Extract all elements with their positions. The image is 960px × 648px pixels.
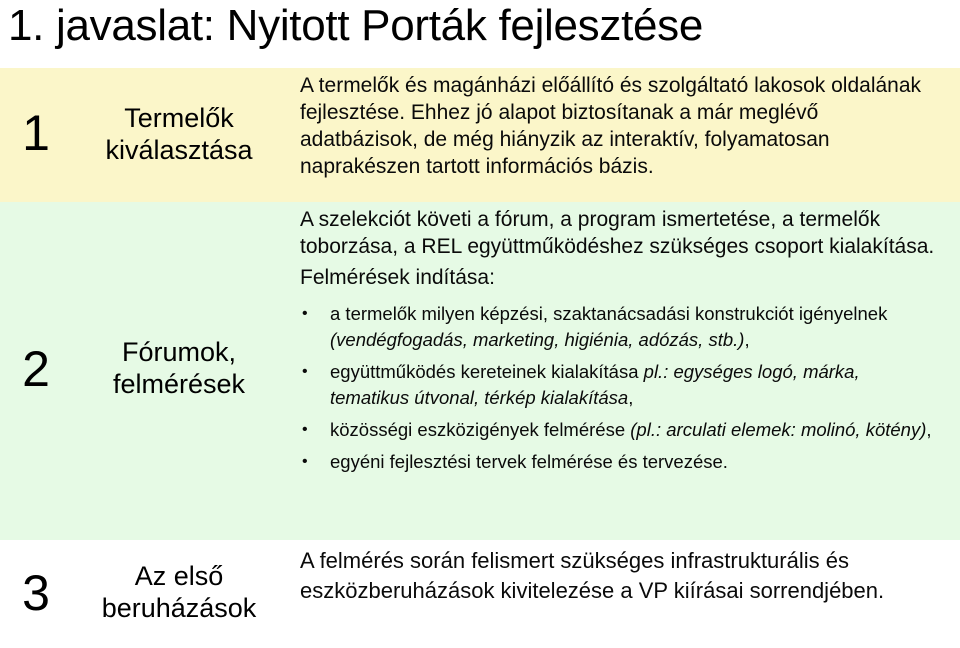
- list-item-italic: (vendégfogadás, marketing, higiénia, adózás, stb.): [330, 329, 745, 350]
- section-label-1-line1: Termelők: [124, 103, 234, 133]
- section-text-3: A felmérés során felismert szükséges infrastrukturális és eszközberuházások kivitelezése a VP kiírásai sorrendjében.: [300, 548, 885, 603]
- section-row-2: [0, 202, 960, 540]
- survey-list: [300, 301, 940, 475]
- slide-title: 1. javaslat: Nyitott Porták fejlesztése: [8, 1, 704, 50]
- section-row-1: [0, 68, 960, 202]
- section-number-2: 2: [22, 341, 50, 397]
- section-row-3: [0, 540, 960, 648]
- section-label-1-line2: kiválasztása: [105, 135, 253, 165]
- list-item: [300, 359, 940, 411]
- list-item-italic: (pl.: arculati elemek: molinó, kötény): [630, 419, 927, 440]
- bullet-icon: •: [302, 305, 308, 322]
- list-item-text: egyéni fejlesztési tervek felmérése és tervezése.: [330, 451, 728, 472]
- bullet-icon: •: [302, 421, 308, 438]
- list-item-tail: ,: [628, 387, 634, 408]
- bullet-icon: •: [302, 453, 308, 470]
- list-item: [300, 301, 940, 353]
- section-label-2-line2: felmérések: [112, 369, 246, 399]
- section-label-3: [84, 560, 274, 624]
- section-label-1: [84, 102, 274, 166]
- list-item-tail: ,: [744, 329, 750, 350]
- section-label-3-line2: beruházások: [101, 593, 257, 623]
- section-number-3: 3: [22, 565, 50, 621]
- section-text-2: [300, 206, 940, 481]
- section-label-2: [84, 336, 274, 400]
- section-number-1: 1: [22, 105, 50, 161]
- survey-heading: Felmérések indítása:: [300, 266, 495, 289]
- bullet-icon: •: [302, 363, 308, 380]
- list-item-text: együttműködés kereteinek kialakítása: [330, 361, 644, 382]
- list-item-tail: ,: [926, 419, 932, 440]
- section-label-2-line1: Fórumok,: [121, 337, 237, 367]
- list-item-italic: pl.: egységes logó, márka, tematikus útvonal, térkép kialakítása: [330, 361, 860, 408]
- section-intro-2: A szelekciót követi a fórum, a program ismertetése, a termelők toborzása, a REL együttműködéshez szükséges csoport kialakítása.: [300, 208, 935, 258]
- list-item: [300, 449, 940, 475]
- list-item-text: a termelők milyen képzési, szaktanácsadási konstrukciót igényelnek: [330, 303, 888, 324]
- list-item: [300, 417, 940, 443]
- section-text-1: A termelők és magánházi előállító és szolgáltató lakosok oldalának fejlesztése. Ehhez jó alapot biztosítanak a már meglévő adatbázisok, de még hiányzik az interaktív, folyamatosan naprakészen tartott információs bázis.: [300, 74, 922, 178]
- section-label-3-line1: Az első: [134, 561, 224, 591]
- list-item-text: közösségi eszközigények felmérése: [330, 419, 631, 440]
